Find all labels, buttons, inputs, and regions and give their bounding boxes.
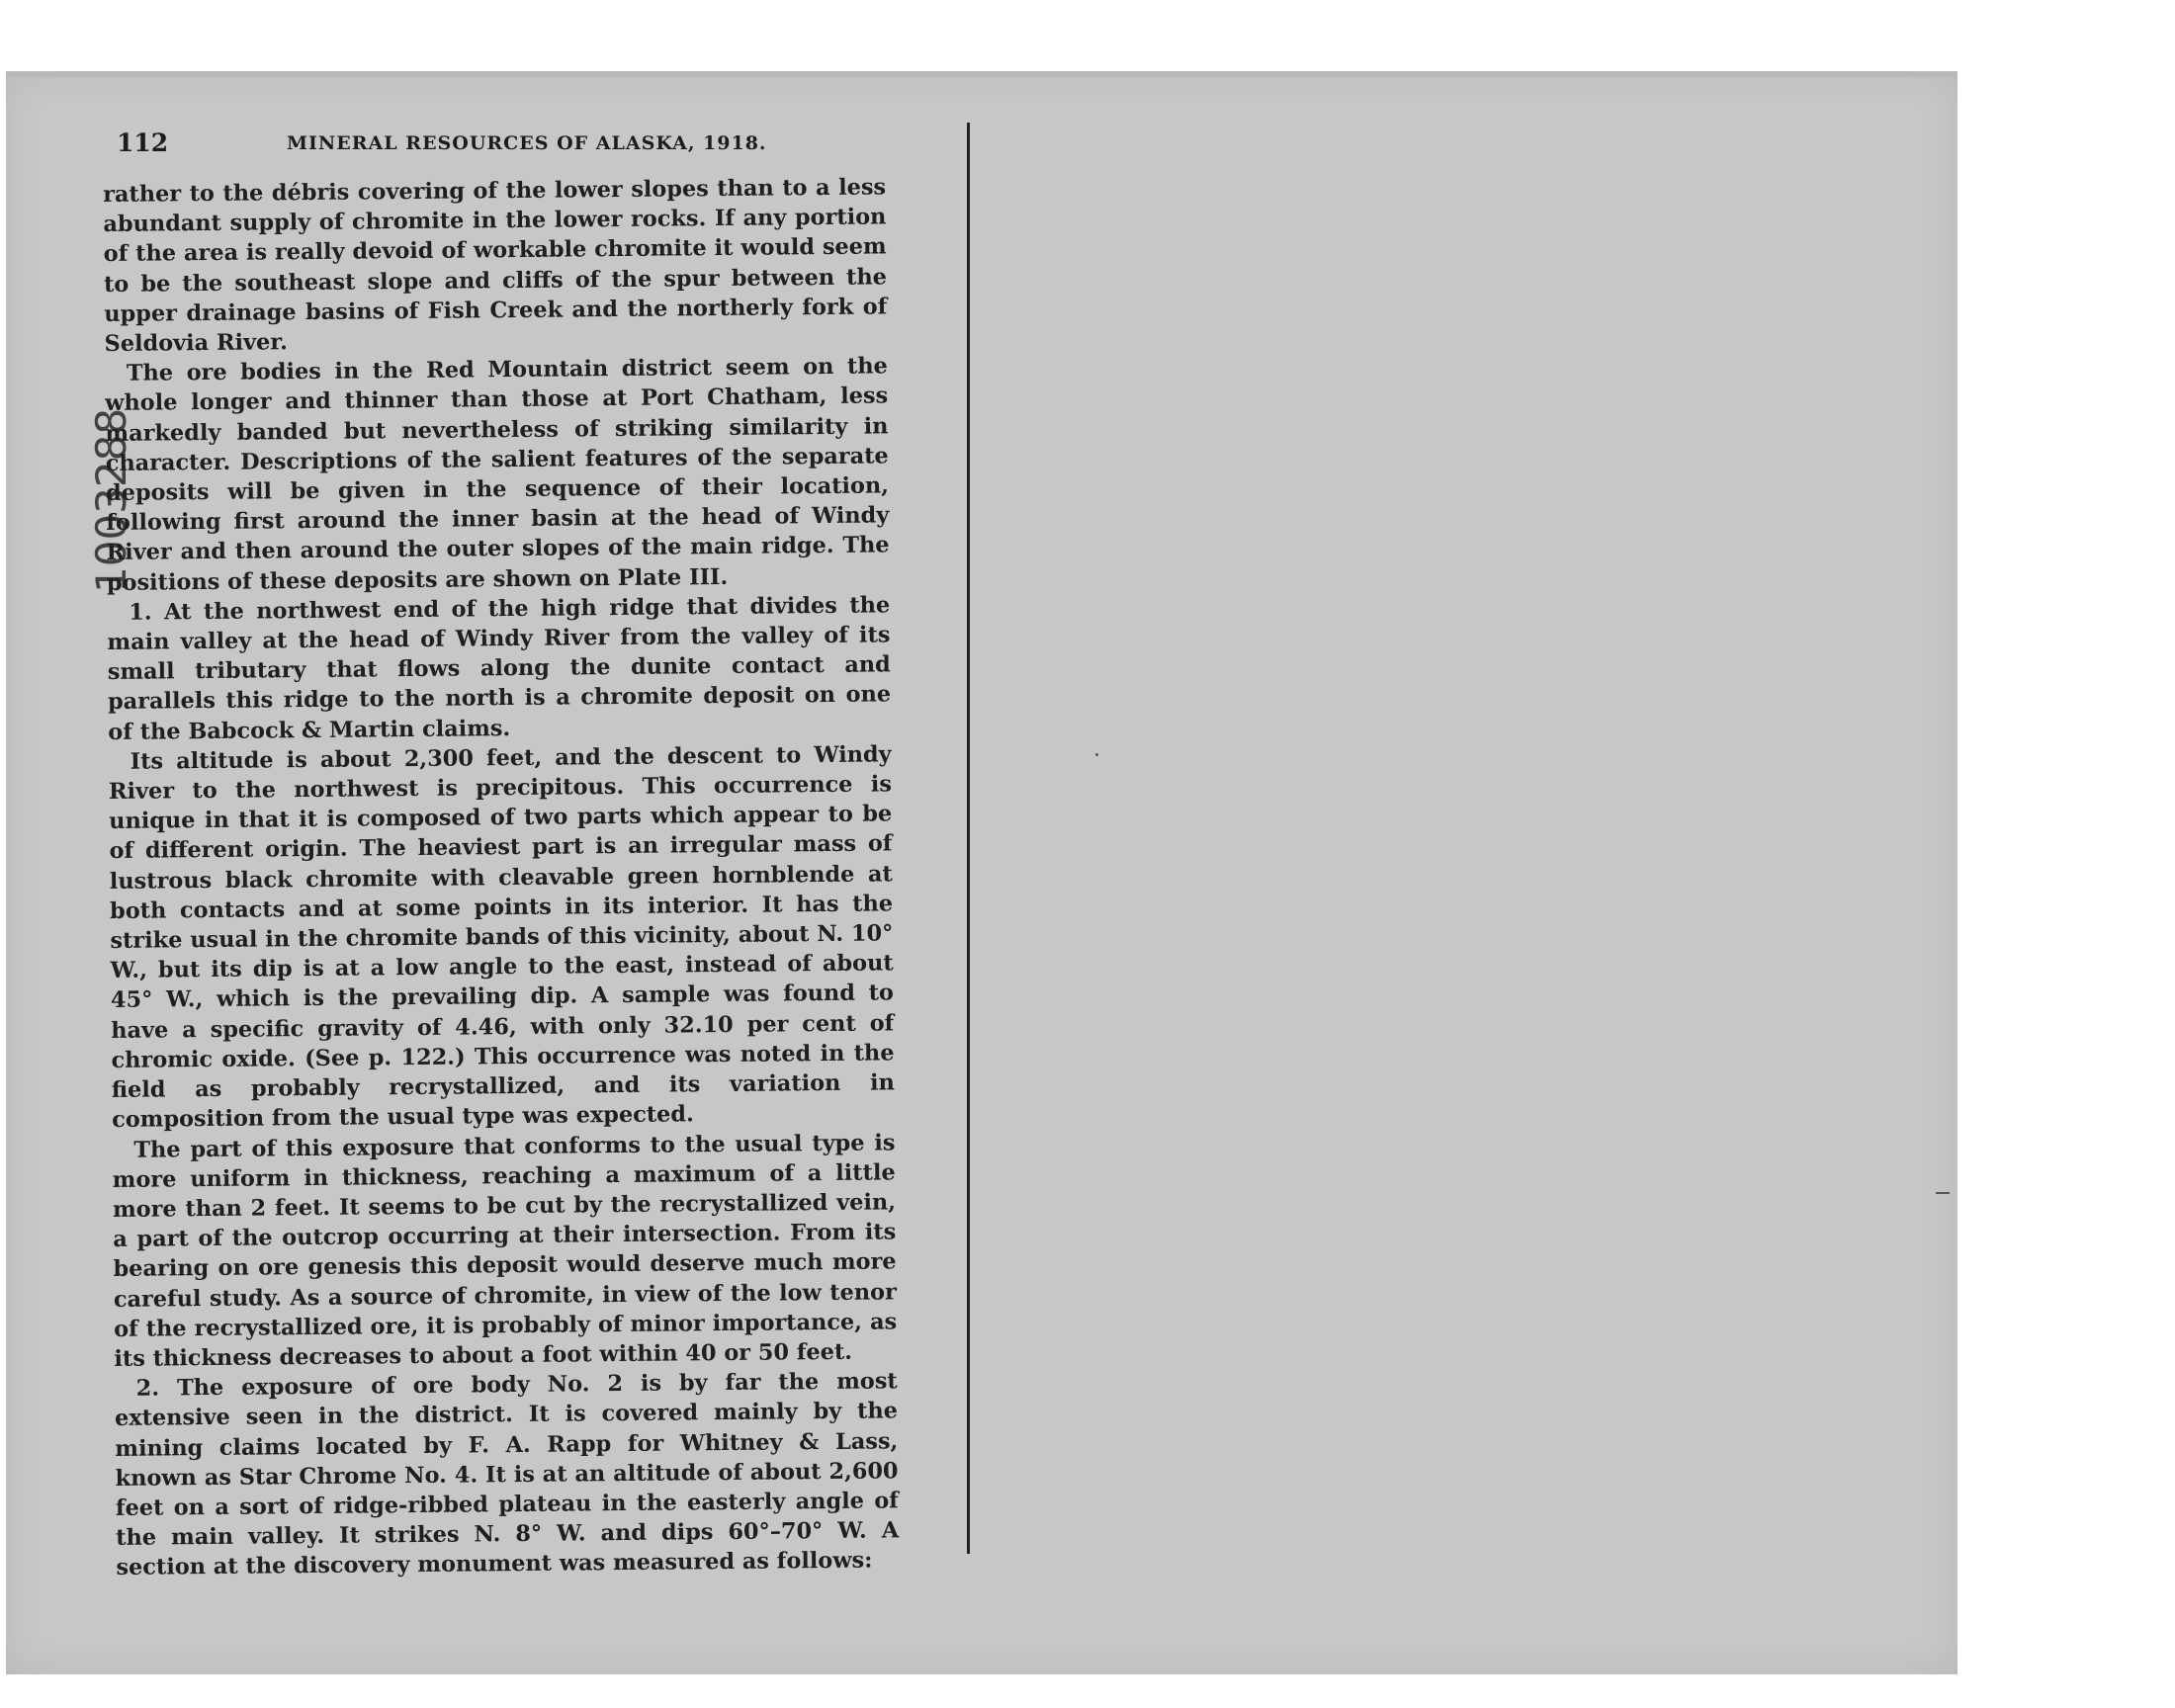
- scan-speck: [1095, 753, 1098, 756]
- margin-tick-mark: [1936, 1192, 1950, 1194]
- paragraph-continuation: rather to the débris covering of the lower slopes than to a less abundant supply of chromite in the lower rocks. If any portion of the area is really devoid of workable chromite it would seem to be the southeast slope and cliffs of the spur between the upper drainage basins of Fish Creek and the northerly fork of Seldovia River.: [103, 174, 888, 358]
- paragraph-deposit-2: 2. The exposure of ore body No. 2 is by far the most extensive seen in the district. It is covered mainly by the mining claims located by F. A. Rapp for Whitney & Lass, known as Star Chrome No. 4. It is at an altitude of about 2,600 feet on a sort of ridge-ribbed plateau in the easterly angle of the main valley. It strikes N. 8° W. and dips 60°–70° W. A section at the discovery monument was measured as follows:: [114, 1368, 900, 1581]
- margin-stamp: 1003288: [87, 407, 135, 593]
- binding-rule: [967, 123, 970, 1554]
- body-text: [103, 172, 900, 1582]
- page-number: 112: [117, 128, 169, 157]
- scan-top-edge: [6, 71, 1958, 77]
- scanned-page: [6, 71, 1958, 1674]
- paragraph-deposit-1: 1. At the northwest end of the high ridge that divides the main valley at the head of Windy River from the valley of its small tributary that flows along the dunite contact and parallels this ridge to the north is a chromite deposit on one of the Babcock & Martin claims.: [107, 592, 892, 745]
- running-head: MINERAL RESOURCES OF ALASKA, 1918.: [287, 132, 767, 154]
- paragraph-ore-bodies: The ore bodies in the Red Mountain district seem on the whole longer and thinner than those at Port Chatham, less markedly banded but nevertheless of striking similarity in character. Descriptions of the salient features of the separate deposits will be given in the sequence of their location, following first around the inner basin at the head of Windy River and then around the outer slopes of the main ridge. The positions of these deposits are shown on Plate III.: [105, 353, 890, 596]
- paragraph-deposit-1-altitude: Its altitude is about 2,300 feet, and the descent to Windy River to the northwest is precipitous. This occurrence is unique in that it is composed of two parts which appear to be of different origin. The heaviest part is an irregular mass of lustrous black chromite with cleavable green hornblende at both contacts and at some points in its interior. It has the strike usual in the chromite bands of this vicinity, about N. 10° W., but its dip is at a low angle to the east, instead of about 45° W., which is the prevailing dip. A sample was found to have a specific gravity of 4.46, with only 32.10 per cent of chromic oxide. (See p. 122.) This occurrence was noted in the field as probably recrystallized, and its variation in composition from the usual type was expected.: [108, 741, 895, 1134]
- paragraph-deposit-1-usual-type: The part of this exposure that conforms to the usual type is more uniform in thickness, reaching a maximum of a little more than 2 feet. It seems to be cut by the recrystallized vein, a part of the outcrop occurring at their intersection. From its bearing on ore genesis this deposit would deserve much more careful study. As a source of chromite, in view of the low tenor of the recrystallized ore, it is probably of minor importance, as its thickness decreases to about a foot within 40 or 50 feet.: [112, 1129, 898, 1372]
